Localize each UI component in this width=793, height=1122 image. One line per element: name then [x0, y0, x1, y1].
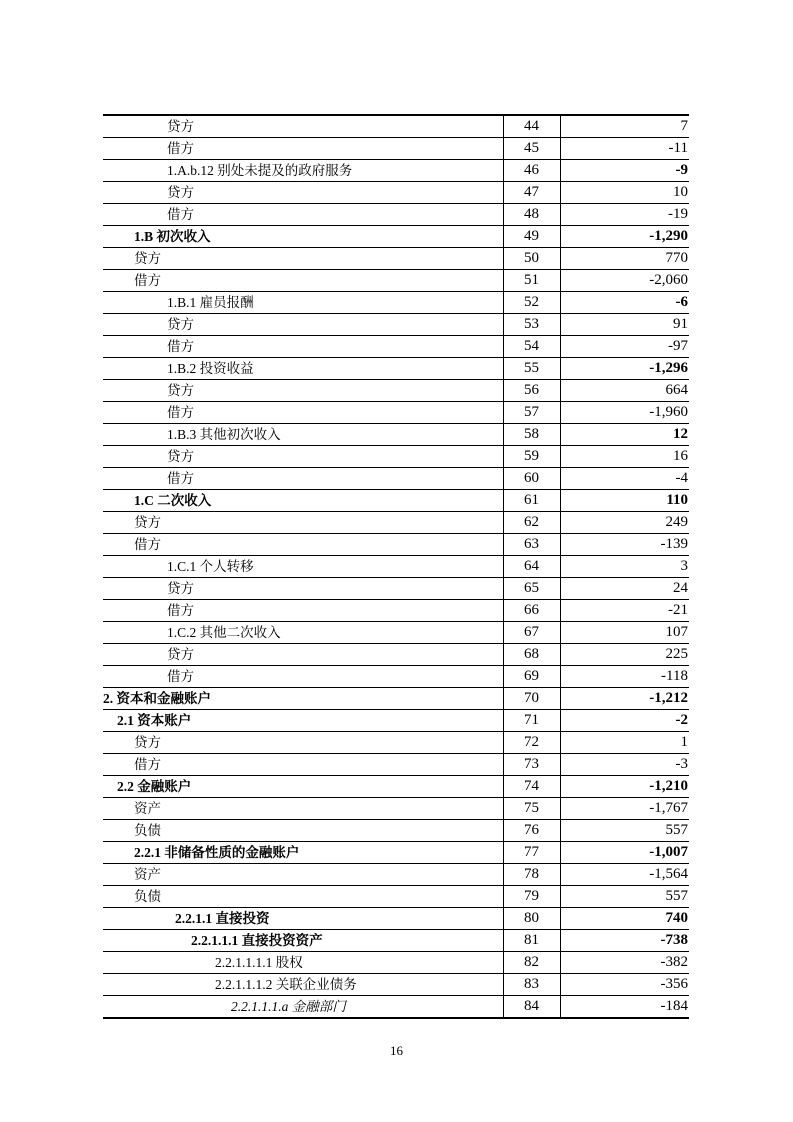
table-row — [103, 622, 689, 644]
row-value: -4 — [560, 468, 689, 490]
table-row — [103, 754, 689, 776]
row-line-number: 57 — [503, 402, 560, 424]
table-row — [103, 864, 689, 886]
table-row — [103, 226, 689, 248]
row-value: 225 — [560, 644, 689, 666]
row-item-label: 2.2.1.1.1.1 股权 — [103, 952, 503, 974]
row-line-number: 79 — [503, 886, 560, 908]
row-value: 16 — [560, 446, 689, 468]
row-line-number: 66 — [503, 600, 560, 622]
row-value: 1 — [560, 732, 689, 754]
row-item-label: 1.A.b.12 别处未提及的政府服务 — [103, 160, 503, 182]
row-line-number: 48 — [503, 204, 560, 226]
table-row — [103, 798, 689, 820]
row-value: 7 — [560, 115, 689, 138]
row-item-label: 借方 — [103, 138, 503, 160]
row-item-label: 1.C 二次收入 — [103, 490, 503, 512]
row-line-number: 67 — [503, 622, 560, 644]
row-item-label: 2.1 资本账户 — [103, 710, 503, 732]
row-item-label: 借方 — [103, 754, 503, 776]
row-item-label: 借方 — [103, 468, 503, 490]
row-item-label: 负债 — [103, 820, 503, 842]
row-line-number: 68 — [503, 644, 560, 666]
table-row — [103, 336, 689, 358]
row-item-label: 借方 — [103, 600, 503, 622]
table-row — [103, 776, 689, 798]
row-line-number: 81 — [503, 930, 560, 952]
table-row — [103, 996, 689, 1019]
row-item-label: 1.B.3 其他初次收入 — [103, 424, 503, 446]
row-item-label: 贷方 — [103, 115, 503, 138]
row-item-label: 借方 — [103, 666, 503, 688]
row-item-label: 1.C.1 个人转移 — [103, 556, 503, 578]
table-body — [103, 115, 689, 1018]
row-item-label: 1.B 初次收入 — [103, 226, 503, 248]
row-value: 740 — [560, 908, 689, 930]
row-item-label: 贷方 — [103, 578, 503, 600]
row-line-number: 55 — [503, 358, 560, 380]
row-item-label: 借方 — [103, 336, 503, 358]
table-row — [103, 556, 689, 578]
table-row — [103, 886, 689, 908]
row-value: -1,210 — [560, 776, 689, 798]
row-line-number: 44 — [503, 115, 560, 138]
row-item-label: 2.2.1.1.1 直接投资资产 — [103, 930, 503, 952]
row-line-number: 56 — [503, 380, 560, 402]
row-line-number: 49 — [503, 226, 560, 248]
row-line-number: 52 — [503, 292, 560, 314]
row-item-label: 贷方 — [103, 182, 503, 204]
row-item-label: 借方 — [103, 402, 503, 424]
row-value: -1,212 — [560, 688, 689, 710]
row-value: -1,007 — [560, 842, 689, 864]
row-item-label: 2.2.1 非储备性质的金融账户 — [103, 842, 503, 864]
row-line-number: 69 — [503, 666, 560, 688]
row-item-label: 2. 资本和金融账户 — [103, 688, 503, 710]
row-line-number: 73 — [503, 754, 560, 776]
table-row — [103, 380, 689, 402]
table-row — [103, 490, 689, 512]
row-item-label: 贷方 — [103, 314, 503, 336]
row-line-number: 83 — [503, 974, 560, 996]
table-row — [103, 974, 689, 996]
balance-of-payments-table — [103, 114, 689, 1019]
row-line-number: 47 — [503, 182, 560, 204]
row-item-label: 负债 — [103, 886, 503, 908]
table-row — [103, 160, 689, 182]
table-row — [103, 248, 689, 270]
table-row — [103, 314, 689, 336]
row-item-label: 1.B.1 雇员报酬 — [103, 292, 503, 314]
table-row — [103, 292, 689, 314]
table-row — [103, 578, 689, 600]
row-value: -21 — [560, 600, 689, 622]
row-line-number: 51 — [503, 270, 560, 292]
table-row — [103, 534, 689, 556]
row-value: -9 — [560, 160, 689, 182]
table-row — [103, 512, 689, 534]
row-line-number: 76 — [503, 820, 560, 842]
row-value: 12 — [560, 424, 689, 446]
row-line-number: 75 — [503, 798, 560, 820]
row-line-number: 77 — [503, 842, 560, 864]
table-row — [103, 270, 689, 292]
row-line-number: 50 — [503, 248, 560, 270]
row-line-number: 70 — [503, 688, 560, 710]
row-value: 10 — [560, 182, 689, 204]
row-value: -19 — [560, 204, 689, 226]
row-value: -1,960 — [560, 402, 689, 424]
table-row — [103, 952, 689, 974]
row-value: -97 — [560, 336, 689, 358]
row-line-number: 63 — [503, 534, 560, 556]
table-row — [103, 666, 689, 688]
row-item-label: 1.B.2 投资收益 — [103, 358, 503, 380]
row-item-label: 贷方 — [103, 644, 503, 666]
row-item-label: 借方 — [103, 270, 503, 292]
row-line-number: 65 — [503, 578, 560, 600]
row-line-number: 84 — [503, 996, 560, 1019]
table-row — [103, 138, 689, 160]
page-number: 16 — [390, 1043, 403, 1058]
row-value: 770 — [560, 248, 689, 270]
row-line-number: 82 — [503, 952, 560, 974]
table-row — [103, 710, 689, 732]
row-line-number: 60 — [503, 468, 560, 490]
row-line-number: 78 — [503, 864, 560, 886]
row-item-label: 2.2.1.1.1.a 金融部门 — [103, 996, 503, 1019]
row-value: -6 — [560, 292, 689, 314]
row-item-label: 贷方 — [103, 732, 503, 754]
row-line-number: 80 — [503, 908, 560, 930]
table-row — [103, 204, 689, 226]
table-row — [103, 644, 689, 666]
table-row — [103, 446, 689, 468]
row-line-number: 53 — [503, 314, 560, 336]
row-item-label: 2.2.1.1 直接投资 — [103, 908, 503, 930]
row-item-label: 贷方 — [103, 512, 503, 534]
row-item-label: 借方 — [103, 204, 503, 226]
row-line-number: 71 — [503, 710, 560, 732]
row-value: 24 — [560, 578, 689, 600]
table-row — [103, 424, 689, 446]
row-item-label: 贷方 — [103, 446, 503, 468]
table-row — [103, 930, 689, 952]
row-line-number: 61 — [503, 490, 560, 512]
row-line-number: 54 — [503, 336, 560, 358]
row-value: 664 — [560, 380, 689, 402]
row-line-number: 59 — [503, 446, 560, 468]
row-value: 3 — [560, 556, 689, 578]
table-row — [103, 820, 689, 842]
table-row — [103, 842, 689, 864]
row-item-label: 1.C.2 其他二次收入 — [103, 622, 503, 644]
row-item-label: 借方 — [103, 534, 503, 556]
row-value: -3 — [560, 754, 689, 776]
table-row — [103, 115, 689, 138]
row-value: -1,564 — [560, 864, 689, 886]
row-line-number: 45 — [503, 138, 560, 160]
row-item-label: 2.2 金融账户 — [103, 776, 503, 798]
row-line-number: 72 — [503, 732, 560, 754]
row-value: 557 — [560, 886, 689, 908]
row-value: -1,290 — [560, 226, 689, 248]
row-line-number: 62 — [503, 512, 560, 534]
row-value: -139 — [560, 534, 689, 556]
row-item-label: 资产 — [103, 864, 503, 886]
table-row — [103, 468, 689, 490]
row-item-label: 2.2.1.1.1.2 关联企业债务 — [103, 974, 503, 996]
row-line-number: 58 — [503, 424, 560, 446]
row-value: -11 — [560, 138, 689, 160]
row-value: 107 — [560, 622, 689, 644]
row-value: 557 — [560, 820, 689, 842]
row-line-number: 74 — [503, 776, 560, 798]
table-row — [103, 908, 689, 930]
row-value: -738 — [560, 930, 689, 952]
row-value: -382 — [560, 952, 689, 974]
row-item-label: 贷方 — [103, 248, 503, 270]
row-line-number: 64 — [503, 556, 560, 578]
row-value: -118 — [560, 666, 689, 688]
row-item-label: 贷方 — [103, 380, 503, 402]
row-value: -1,296 — [560, 358, 689, 380]
table-row — [103, 402, 689, 424]
row-value: -2,060 — [560, 270, 689, 292]
row-value: -1,767 — [560, 798, 689, 820]
row-item-label: 资产 — [103, 798, 503, 820]
table-row — [103, 732, 689, 754]
row-value: -356 — [560, 974, 689, 996]
table-row — [103, 600, 689, 622]
table-row — [103, 688, 689, 710]
row-value: -2 — [560, 710, 689, 732]
table-row — [103, 182, 689, 204]
row-value: 249 — [560, 512, 689, 534]
row-value: 91 — [560, 314, 689, 336]
row-line-number: 46 — [503, 160, 560, 182]
table-row — [103, 358, 689, 380]
row-value: -184 — [560, 996, 689, 1019]
row-value: 110 — [560, 490, 689, 512]
